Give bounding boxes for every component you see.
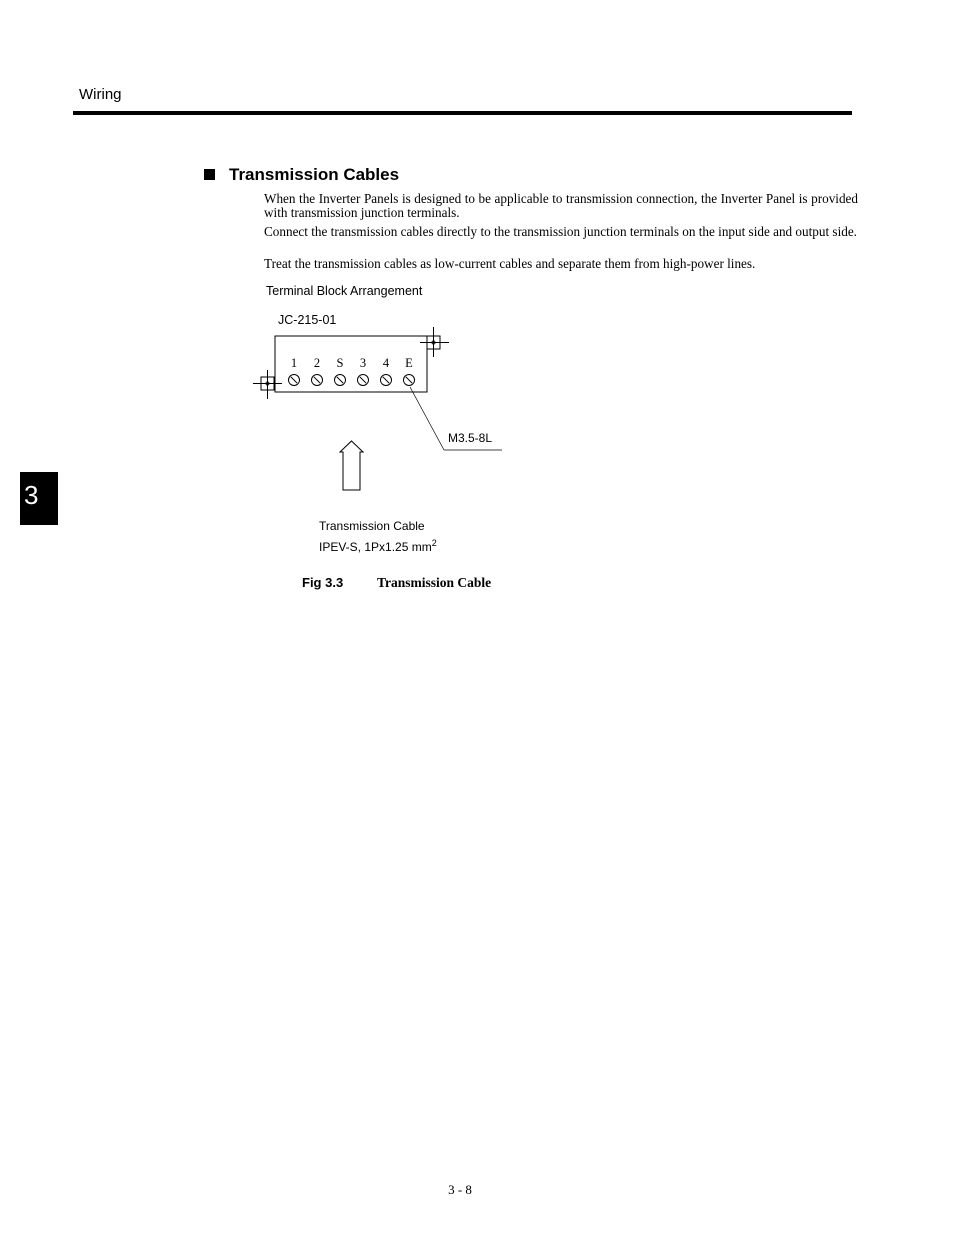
page-number: 3 - 8: [448, 1182, 472, 1197]
terminal-block-diagram: [240, 300, 530, 570]
cable-spec-superscript: 2: [431, 538, 437, 548]
screw-spec-label: M3.5-8L: [448, 431, 493, 445]
terminal-label: E: [405, 356, 413, 370]
section-bullet-icon: [204, 169, 215, 180]
cable-entry-arrow-icon: [340, 441, 363, 490]
figure-number: Fig 3.3: [302, 575, 344, 590]
paragraph-2: Connect the transmission cables directly to the transmission junction terminals on the input side and output side.: [264, 224, 857, 239]
terminal-label: 1: [290, 356, 298, 370]
screw-leader-line: [410, 387, 444, 450]
section-title: Transmission Cables: [229, 165, 400, 184]
running-header: Wiring: [79, 86, 122, 103]
header-rule: [73, 111, 852, 115]
terminal-row: [289, 356, 415, 386]
terminal-label: 2: [313, 356, 321, 370]
mount-hole-top-right-icon: [420, 327, 449, 357]
diagram-caption: Terminal Block Arrangement: [266, 284, 423, 298]
terminal-label: S: [336, 356, 344, 370]
cable-label: Transmission Cable: [319, 519, 425, 533]
cable-spec-label: [319, 538, 437, 554]
mount-hole-bottom-left-icon: [253, 370, 282, 399]
paragraph-3: Treat the transmission cables as low-current cables and separate them from high-power lines.: [264, 256, 756, 271]
cable-spec-text: IPEV-S, 1Px1.25 mm: [319, 540, 432, 554]
terminal-label: 3: [359, 356, 367, 370]
paragraph-1: When the Inverter Panels is designed to be applicable to transmission connection, the Inverter Panel is provided with transmission junction terminals.: [264, 191, 858, 220]
figure-title: Transmission Cable: [377, 575, 492, 590]
terminal-label: 4: [382, 356, 390, 370]
chapter-tab: [20, 472, 58, 525]
model-label: JC-215-01: [278, 313, 337, 327]
chapter-tab-number: 3: [24, 480, 39, 510]
